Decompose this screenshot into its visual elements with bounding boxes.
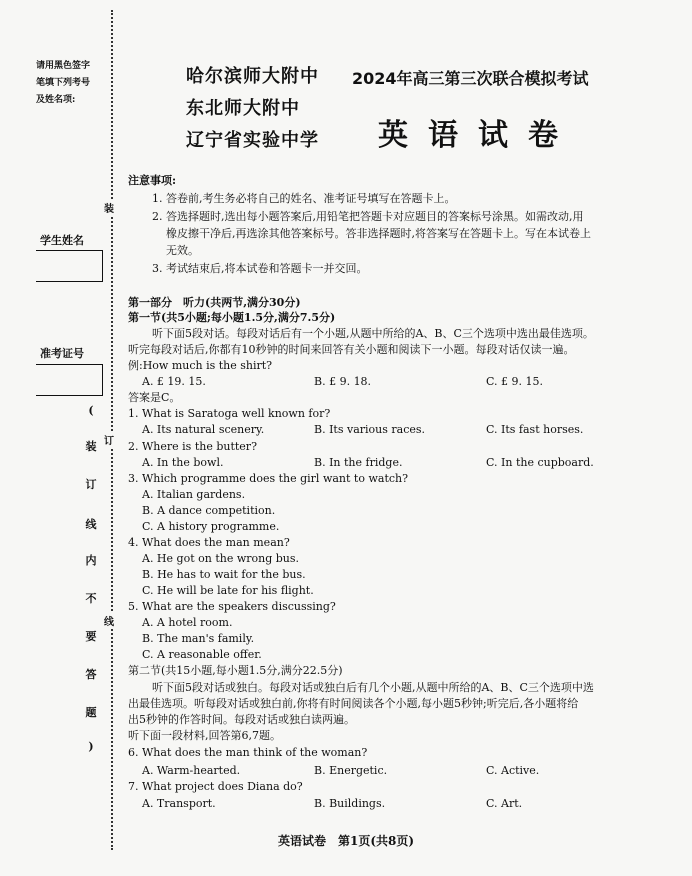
seal-word: 装 bbox=[104, 200, 114, 215]
option: B. In the fridge. bbox=[314, 456, 403, 469]
option: A. Warm-hearted. bbox=[142, 764, 241, 777]
student-name-field[interactable] bbox=[36, 250, 103, 282]
notice-line: 橡皮擦干净后,再选涂其他答案标号。答非选择题时,将答案写在答题卡上。写在本试卷上 bbox=[166, 227, 591, 240]
option: A. Italian gardens. bbox=[142, 488, 246, 501]
seal-char: ) bbox=[88, 740, 94, 753]
option: C. Its fast horses. bbox=[486, 423, 584, 436]
exam-number-label: 准考证号 bbox=[40, 347, 84, 360]
option: C. In the cupboard. bbox=[486, 456, 594, 469]
seal-char: 不 bbox=[85, 592, 97, 605]
example-answer: 答案是C。 bbox=[128, 391, 181, 404]
seal-word: 订 bbox=[104, 432, 114, 447]
section-heading: 第一节(共5小题;每小题1.5分,满分7.5分) bbox=[128, 311, 336, 324]
part-heading: 第一部分 听力(共两节,满分30分) bbox=[128, 296, 301, 309]
seal-char: 线 bbox=[85, 518, 97, 531]
seal-char: 要 bbox=[85, 630, 97, 643]
option: C. £ 9. 15. bbox=[486, 375, 543, 388]
option: B. He has to wait for the bus. bbox=[142, 568, 306, 581]
option: B. £ 9. 18. bbox=[314, 375, 372, 388]
section-intro: 出5秒钟的作答时间。每段对话或独白读两遍。 bbox=[128, 713, 355, 726]
notice-heading: 注意事项: bbox=[128, 174, 177, 187]
exam-number-field[interactable] bbox=[36, 364, 103, 396]
school-name: 东北师大附中 bbox=[186, 98, 300, 119]
question: 4. What does the man mean? bbox=[128, 536, 290, 549]
margin-instruction bbox=[36, 58, 116, 109]
option: B. Energetic. bbox=[314, 764, 388, 777]
section-intro: 听完每段对话后,你都有10秒钟的时间来回答有关小题和阅读下一小题。每段对话仅读一遍。 bbox=[128, 343, 575, 356]
option: B. Buildings. bbox=[314, 797, 386, 810]
margin-line: 请用黑色签字 bbox=[36, 61, 91, 71]
seal-word: 线 bbox=[104, 613, 114, 628]
option: A. He got on the wrong bus. bbox=[142, 552, 300, 565]
seal-char: ( bbox=[88, 404, 94, 417]
example-question: 例:How much is the shirt? bbox=[128, 359, 273, 372]
option: C. Active. bbox=[486, 764, 540, 777]
margin-line: 及姓名项: bbox=[36, 95, 76, 105]
option: C. He will be late for his flight. bbox=[142, 584, 314, 597]
section-heading: 第二节(共15小题,每小题1.5分,满分22.5分) bbox=[128, 664, 343, 677]
school-name: 哈尔滨师大附中 bbox=[186, 66, 319, 87]
option: B. A dance competition. bbox=[142, 504, 276, 517]
option: C. A reasonable offer. bbox=[142, 648, 262, 661]
school-name: 辽宁省实验中学 bbox=[186, 130, 319, 151]
option: B. The man's family. bbox=[142, 632, 255, 645]
seal-char: 答 bbox=[85, 668, 97, 681]
seal-char: 题 bbox=[85, 706, 97, 719]
seal-char: 装 bbox=[85, 440, 97, 453]
student-name-label: 学生姓名 bbox=[40, 234, 84, 247]
question: 7. What project does Diana do? bbox=[128, 780, 303, 793]
seal-char: 订 bbox=[85, 478, 97, 491]
notice-line: 2. 答选择题时,选出每小题答案后,用铅笔把答题卡对应题目的答案标号涂黑。如需改动,用 bbox=[152, 210, 584, 223]
binding-line bbox=[111, 10, 113, 850]
question: 2. Where is the butter? bbox=[128, 440, 257, 453]
notice-line: 无效。 bbox=[166, 244, 199, 257]
exam-subtitle: 英语试卷 bbox=[378, 118, 578, 153]
material-instruction: 听下面一段材料,回答第6,7题。 bbox=[128, 729, 281, 742]
notice-line: 3. 考试结束后,将本试卷和答题卡一并交回。 bbox=[152, 262, 368, 275]
question: 3. Which programme does the girl want to watch? bbox=[128, 472, 409, 485]
option: C. Art. bbox=[486, 797, 523, 810]
question: 5. What are the speakers discussing? bbox=[128, 600, 336, 613]
notice-line: 1. 答卷前,考生务必将自己的姓名、准考证号填写在答题卡上。 bbox=[152, 192, 456, 205]
section-intro: 听下面5段对话或独白。每段对话或独白后有几个小题,从题中所给的A、B、C三个选项中选 bbox=[152, 681, 594, 694]
question: 6. What does the man think of the woman? bbox=[128, 746, 368, 759]
exam-title: 2024年高三第三次联合模拟考试 bbox=[352, 69, 589, 88]
option: A. Transport. bbox=[142, 797, 216, 810]
section-intro: 出最佳选项。听每段对话或独白前,你将有时间阅读各个小题,每小题5秒钟;听完后,各小题将给 bbox=[128, 697, 579, 710]
option: A. £ 19. 15. bbox=[142, 375, 206, 388]
option: A. In the bowl. bbox=[142, 456, 224, 469]
margin-line: 笔填下列考号 bbox=[36, 78, 91, 88]
option: A. Its natural scenery. bbox=[142, 423, 265, 436]
option: A. A hotel room. bbox=[142, 616, 233, 629]
page-footer: 英语试卷 第1页(共8页) bbox=[277, 834, 415, 848]
option: B. Its various races. bbox=[314, 423, 426, 436]
section-intro: 听下面5段对话。每段对话后有一个小题,从题中所给的A、B、C三个选项中选出最佳选项。 bbox=[152, 327, 594, 340]
seal-char: 内 bbox=[85, 554, 97, 567]
option: C. A history programme. bbox=[142, 520, 280, 533]
question: 1. What is Saratoga well known for? bbox=[128, 407, 331, 420]
